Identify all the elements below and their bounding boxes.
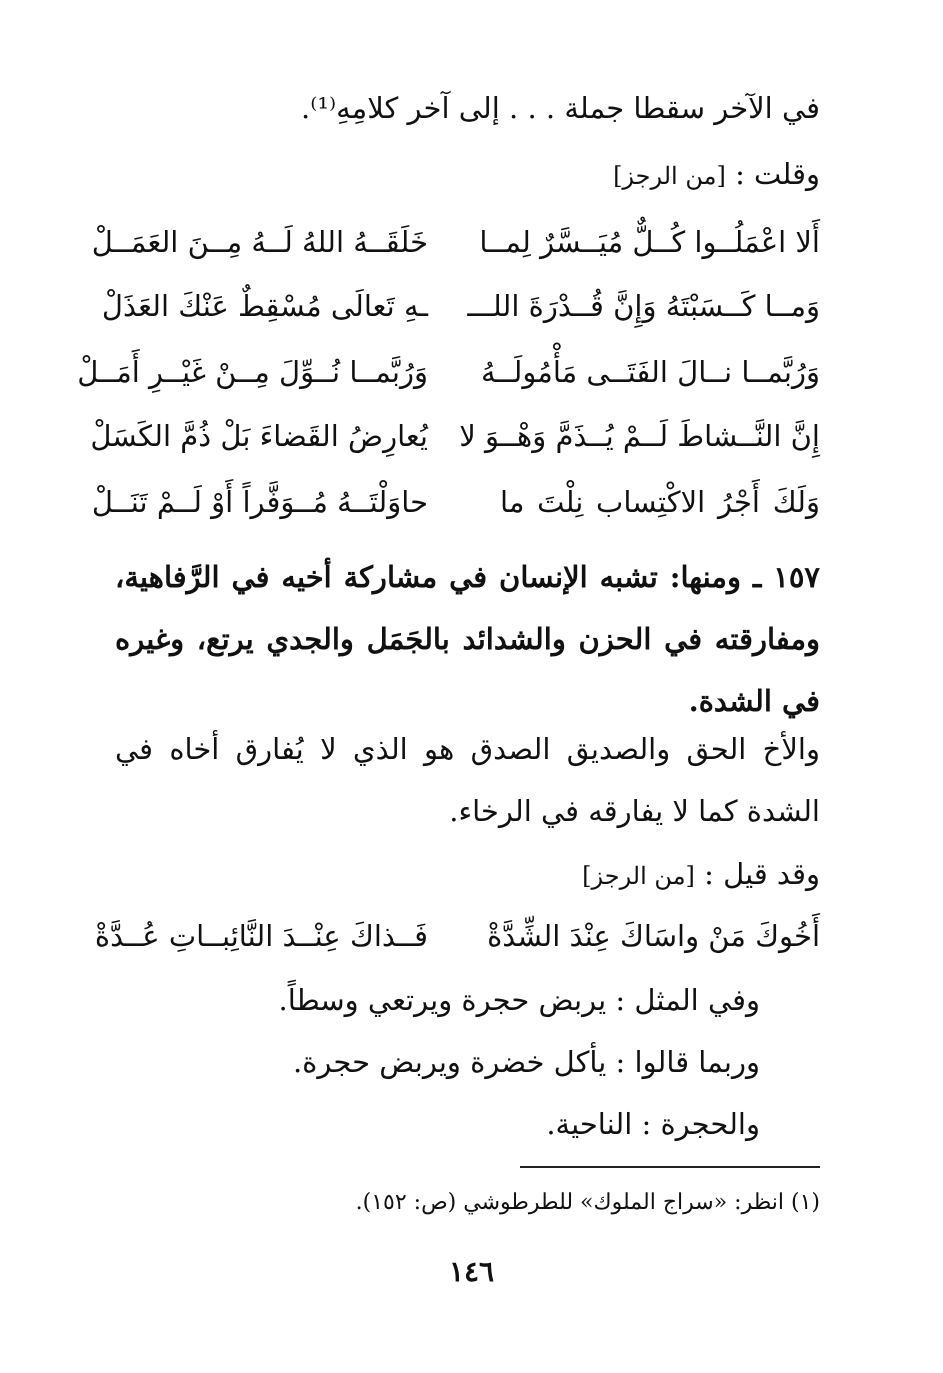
poem2-meter: [من الرجز] [582, 862, 695, 890]
variant-line: وربما قالوا : يأكل خضرة ويربض حجرة. [292, 1045, 760, 1079]
poem1-intro [613, 152, 820, 198]
brotherhood-paragraph: والأخ الحق والصديق الصدق هو الذي لا يُفارق أخاه في الشدة كما لا يفارقه في الرخاء. [115, 732, 820, 828]
poem1-verse4-second: يُعارِضُ القَضاءَ بَلْ ذُمَّ الكَسَلْ [90, 419, 428, 453]
opening-line: في الآخر سقطا جملة . . . إلى آخر كلامِهِ⁽¹⁾. [301, 91, 820, 125]
poem2-verse-first: أَخُوكَ مَنْ واسَاكَ عِنْدَ الشِّدَّةْ [487, 919, 820, 953]
section-157-heading: ١٥٧ ـ ومنها: تشبه الإنسان في مشاركة أخيه في الرَّفاهية، ومفارقته في الحزن والشدائد بالجَمَل والجدي يرتع، وغيره في الشدة. [115, 560, 820, 718]
footnote-divider [520, 1166, 820, 1168]
poem1-verse2-first: وَمــا كَــسَبْتَهُ وَإِنَّ قُــدْرَةَ اللـــ [467, 289, 820, 323]
poem2-intro [582, 852, 820, 898]
poem1-verse2-second: ـهِ تَعالَى مُسْقِطٌ عَنْكَ العَذَلْ [101, 289, 428, 323]
footnote-1: (١) انظر: «سراج الملوك» للطرطوشي (ص: ١٥٢). [355, 1190, 820, 1215]
poem2-intro-text: وقد قيل : [704, 857, 820, 891]
proverb-line: وفي المثل : يربض حجرة ويرتعي وسطاً. [278, 983, 760, 1017]
poem1-verse3-first: وَرُبَّمــا نــالَ الفَتَــى مَأْمُولَــهُ [480, 355, 820, 389]
page-number: ١٤٦ [448, 1255, 495, 1288]
poem1-meter: [من الرجز] [613, 162, 726, 190]
poem1-verse3-second: وَرُبَّمــا نُــوِّلَ مِــنْ غَيْــرِ أَمَــلْ [77, 355, 428, 389]
poem1-verse1-second: خَلَقَــهُ اللهُ لَــهُ مِــنَ العَمَــلْ [91, 225, 428, 259]
poem1-verse4-first: إِنَّ النَّــشاطَ لَــمْ يُــذَمَّ وَهْــوَ لا [459, 419, 820, 453]
poem1-verse5-second: حاوَلْتَــهُ مُــوَفَّراً أَوْ لَــمْ تَنَــلْ [91, 485, 428, 519]
poem1-verse1-first: أَلا اعْمَلُــوا كُــلٌّ مُيَــسَّرٌ لِمــا [479, 225, 820, 259]
definition-line: والحجرة : الناحية. [546, 1107, 760, 1141]
poem2-verse-second: فَــذاكَ عِنْــدَ النَّائِبــاتِ عُــدَّةْ [94, 919, 428, 953]
poem1-intro-text: وقلت : [735, 157, 820, 191]
poem1-verse5-first: وَلَكَ أَجْرُ الاكْتِساب نِلْتَ ما [500, 485, 820, 519]
